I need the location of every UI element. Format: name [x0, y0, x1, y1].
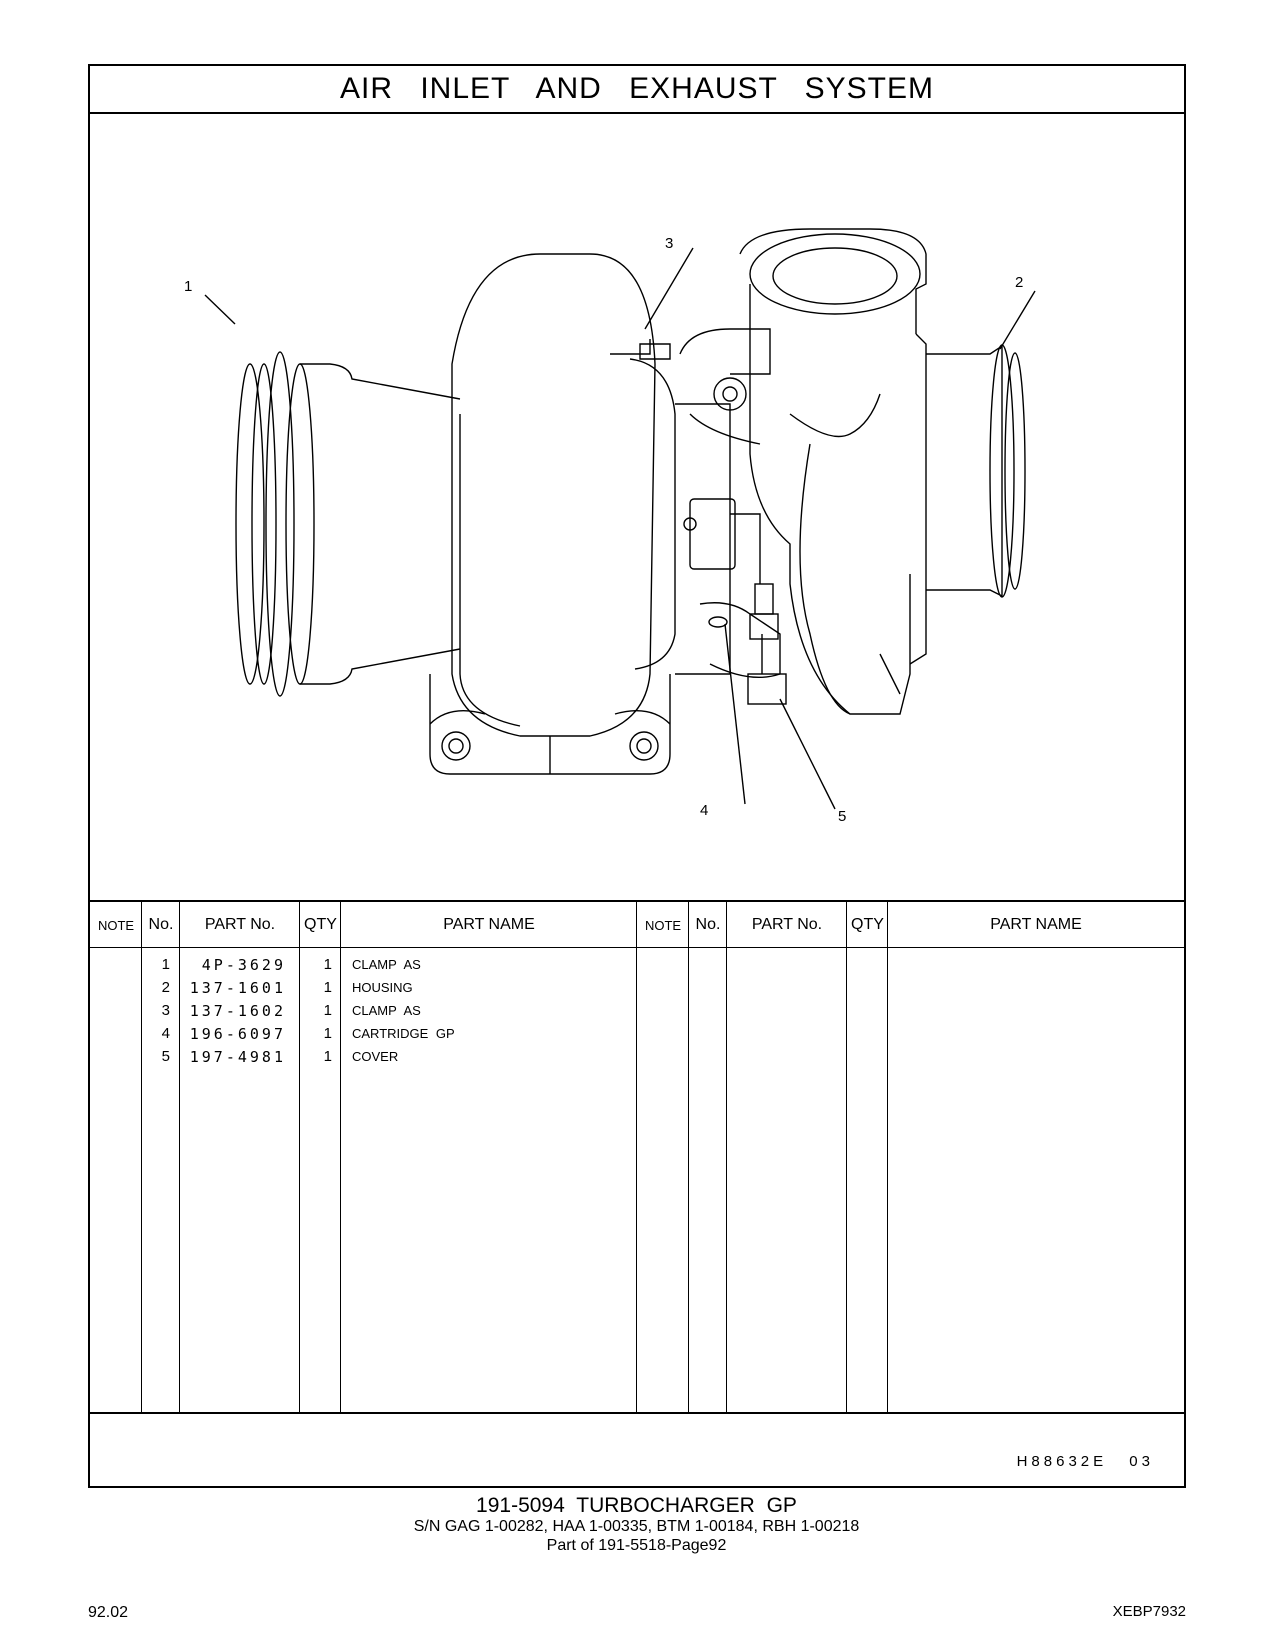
table-row	[90, 1048, 637, 1071]
header-part-no: PART No.	[751, 916, 823, 933]
turbocharger-illustration	[90, 114, 1184, 900]
part-name: HOUSING	[352, 980, 413, 995]
part-number: 196-6097	[189, 1025, 286, 1043]
callout-4: 4	[700, 802, 709, 819]
header-part-name: PART NAME	[443, 916, 535, 933]
item-number: 4	[161, 1025, 170, 1042]
item-number: 3	[161, 1002, 170, 1019]
part-name: COVER	[352, 1049, 399, 1064]
illustration-reference: H88632E 03	[1016, 1453, 1154, 1470]
quantity: 1	[323, 979, 332, 996]
part-of-reference: Part of 191-5518-Page92	[546, 1537, 727, 1554]
part-name: CLAMP AS	[352, 1003, 421, 1018]
callout-5: 2	[1015, 274, 1024, 291]
parts-list-table	[90, 900, 1184, 1414]
item-number: 1	[161, 956, 170, 973]
col-no-right	[689, 902, 727, 1412]
quantity: 1	[323, 956, 332, 973]
col-qty-right	[847, 902, 888, 1412]
callout-2: 1	[184, 278, 193, 295]
group-title: 191-5094 TURBOCHARGER GP	[476, 1494, 797, 1517]
header-no: No.	[695, 916, 721, 933]
table-row	[90, 979, 637, 1002]
header-no: No.	[148, 916, 174, 933]
table-row	[90, 1025, 637, 1048]
callout-1: 5	[838, 808, 847, 825]
header-part-name: PART NAME	[990, 916, 1082, 933]
col-partno-right	[727, 902, 847, 1412]
header-note: NOTE	[644, 917, 682, 933]
quantity: 1	[323, 1002, 332, 1019]
table-row	[90, 1002, 637, 1025]
header-qty: QTY	[304, 916, 337, 933]
header-note: NOTE	[97, 917, 135, 933]
header-qty: QTY	[851, 916, 884, 933]
item-number: 2	[161, 979, 170, 996]
part-number: 137-1601	[189, 979, 286, 997]
page-number: 92.02	[88, 1604, 129, 1621]
part-number: 197-4981	[189, 1048, 286, 1066]
quantity: 1	[323, 1025, 332, 1042]
table-row	[90, 956, 637, 979]
header-part-no: PART No.	[204, 916, 276, 933]
part-number: 137-1602	[189, 1002, 286, 1020]
serial-numbers: S/N GAG 1-00282, HAA 1-00335, BTM 1-00184, RBH 1-00218	[413, 1518, 860, 1535]
part-name: CARTRIDGE GP	[352, 1026, 455, 1041]
exploded-view-drawing	[90, 114, 1184, 900]
quantity: 1	[323, 1048, 332, 1065]
callout-3: 3	[665, 235, 674, 252]
page-title: AIR INLET AND EXHAUST SYSTEM	[90, 66, 1184, 114]
part-name: CLAMP AS	[352, 957, 421, 972]
parts-page-frame	[88, 64, 1186, 1488]
col-note-right	[637, 902, 689, 1412]
part-number: 4P-3629	[201, 956, 286, 974]
item-number: 5	[161, 1048, 170, 1065]
document-id: XEBP7932	[1112, 1603, 1186, 1620]
